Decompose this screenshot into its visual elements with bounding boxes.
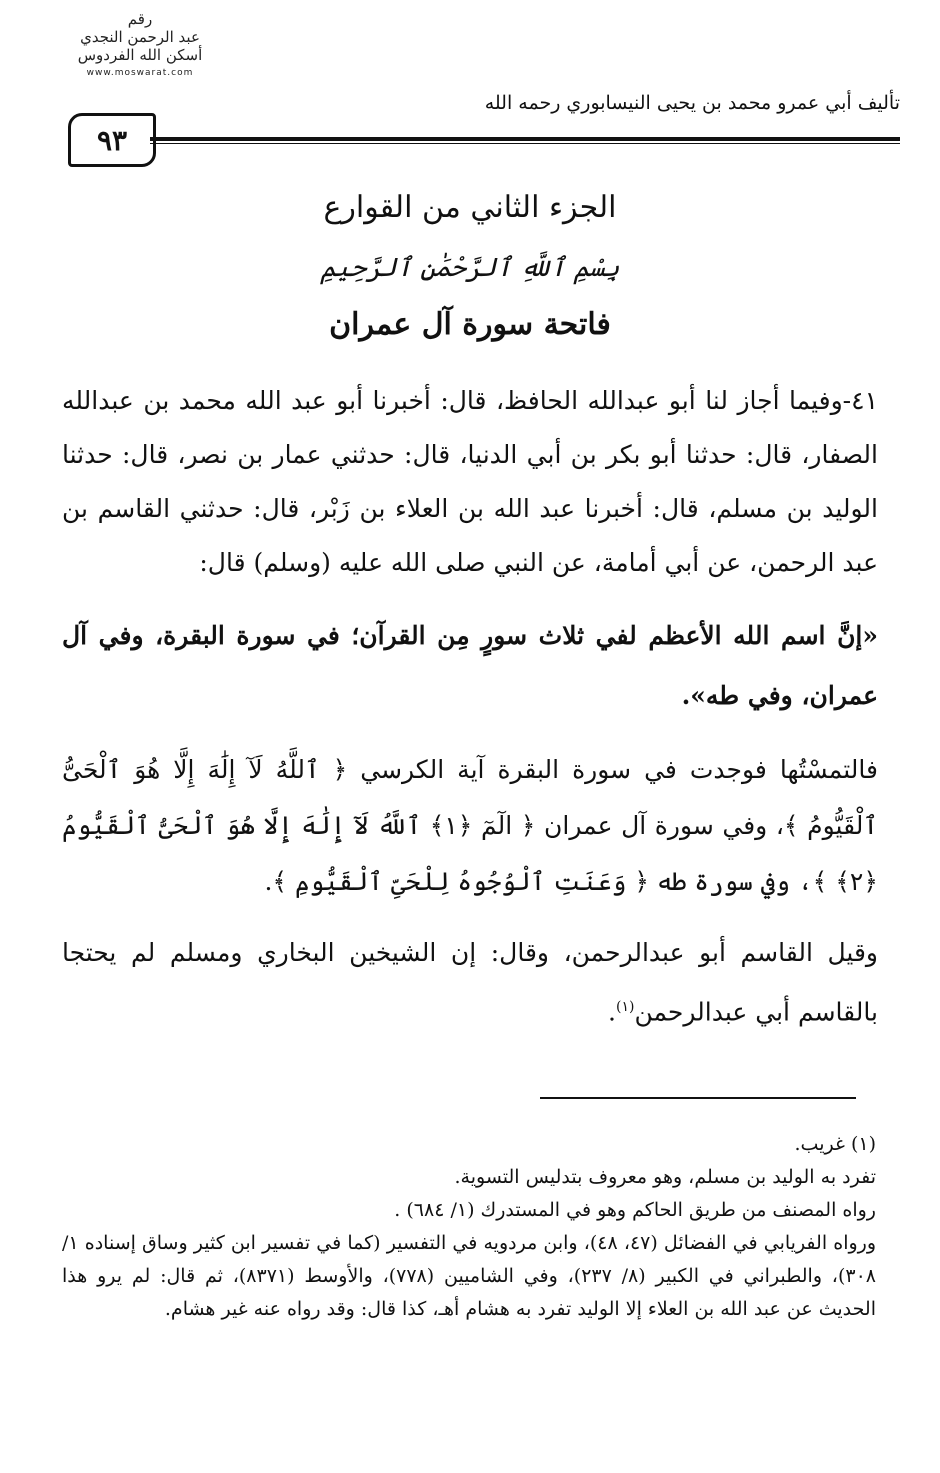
footnotes xyxy=(62,1128,876,1326)
commentary-paragraph xyxy=(62,926,878,1039)
running-header: تأليف أبي عمرو محمد بن يحيى النيسابوري رحمه الله xyxy=(484,92,900,114)
hadith-isnad-paragraph: ٤١-وفيما أجاز لنا أبو عبدالله الحافظ، قال: أخبرنا أبو عبد الله محمد بن عبدالله الصفار، قال: حدثنا أبو بكر بن أبي الدنيا، قال: حدثني عمار بن نصر، قال: حدثنا الوليد بن مسلم، قال: أخبرنا عبد الله بن العلاء بن زَبْر، قال: حدثني القاسم بن عبد الرحمن، عن أبي أمامة، عن النبي صلى الله عليه (وسلم) قال: xyxy=(62,386,878,577)
basmala: بِسْمِ ٱللَّهِ ٱلرَّحْمَٰنِ ٱلرَّحِيمِ xyxy=(320,253,620,283)
surah-title: فاتحة سورة آل عمران xyxy=(329,307,611,342)
stamp-site: www.moswarat.com xyxy=(86,68,194,78)
stamp-line-1: رقم xyxy=(127,10,153,28)
quran-verses-paragraph: فالتمسْتُها فوجدت في سورة البقرة آية الكرسي ﴿ ٱللَّهُ لَآ إِلَٰهَ إِلَّا هُوَ ٱلْحَىُّ ٱلْقَيُّومُ ﴾، وفي سورة آل عمران ﴿ الٓمٓ ﴿١﴾ ٱللَّهُ لَآ إِلَٰهَ إِلَّا هُوَ ٱلْحَىُّ ٱلْقَيُّومُ ﴿٢﴾ ﴾، وفي سورة طه ﴿ وَعَنَتِ ٱلْوُجُوهُ لِلْحَىِّ ٱلْقَيُّومِ ﴾. xyxy=(62,755,878,896)
footnote-line: (١) غريب. xyxy=(794,1133,876,1155)
stamp-line-2: عبد الرحمن النجدي xyxy=(80,28,200,46)
footnote-line: رواه المصنف من طريق الحاكم وهو في المستدرك (١/ ٦٨٤) . xyxy=(394,1199,876,1221)
footnote-divider xyxy=(540,1097,856,1099)
footnote-ref: (١) xyxy=(615,999,635,1015)
part-title: الجزء الثاني من القوارع xyxy=(323,190,617,225)
header-rule xyxy=(150,137,900,144)
commentary-end: . xyxy=(608,997,616,1027)
footnote-line: ورواه الفريابي في الفضائل (٤٧، ٤٨)، وابن مردويه في التفسير (كما في تفسير ابن كثير وساق إسناده ١/ ٣٠٨)، والطبراني في الكبير (٨/ ٢٣٧)، وفي الشاميين (٧٧٨)، والأوسط (٨٣٧١)، ثم قال: لم يرو هذا الحديث عن عبد الله بن العلاء إلا الوليد تفرد به هشام أهـ، كذا قال: وقد رواه عنه غير هشام. xyxy=(62,1232,877,1320)
footnote-line: تفرد به الوليد بن مسلم، وهو معروف بتدليس التسوية. xyxy=(454,1166,876,1188)
library-stamp xyxy=(55,10,225,90)
stamp-line-3: أسكن الله الفردوس xyxy=(77,46,203,64)
page-number: ٩٣ xyxy=(68,113,156,167)
page-body xyxy=(62,190,878,1039)
hadith-text: «إنَّ اسم الله الأعظم لفي ثلاث سورٍ مِن القرآن؛ في سورة البقرة، وفي آل عمران، وفي طه». xyxy=(62,621,878,710)
commentary-text: وقيل القاسم أبو عبدالرحمن، وقال: إن الشيخين البخاري ومسلم لم يحتجا بالقاسم أبي عبدالرحمن xyxy=(62,938,878,1027)
